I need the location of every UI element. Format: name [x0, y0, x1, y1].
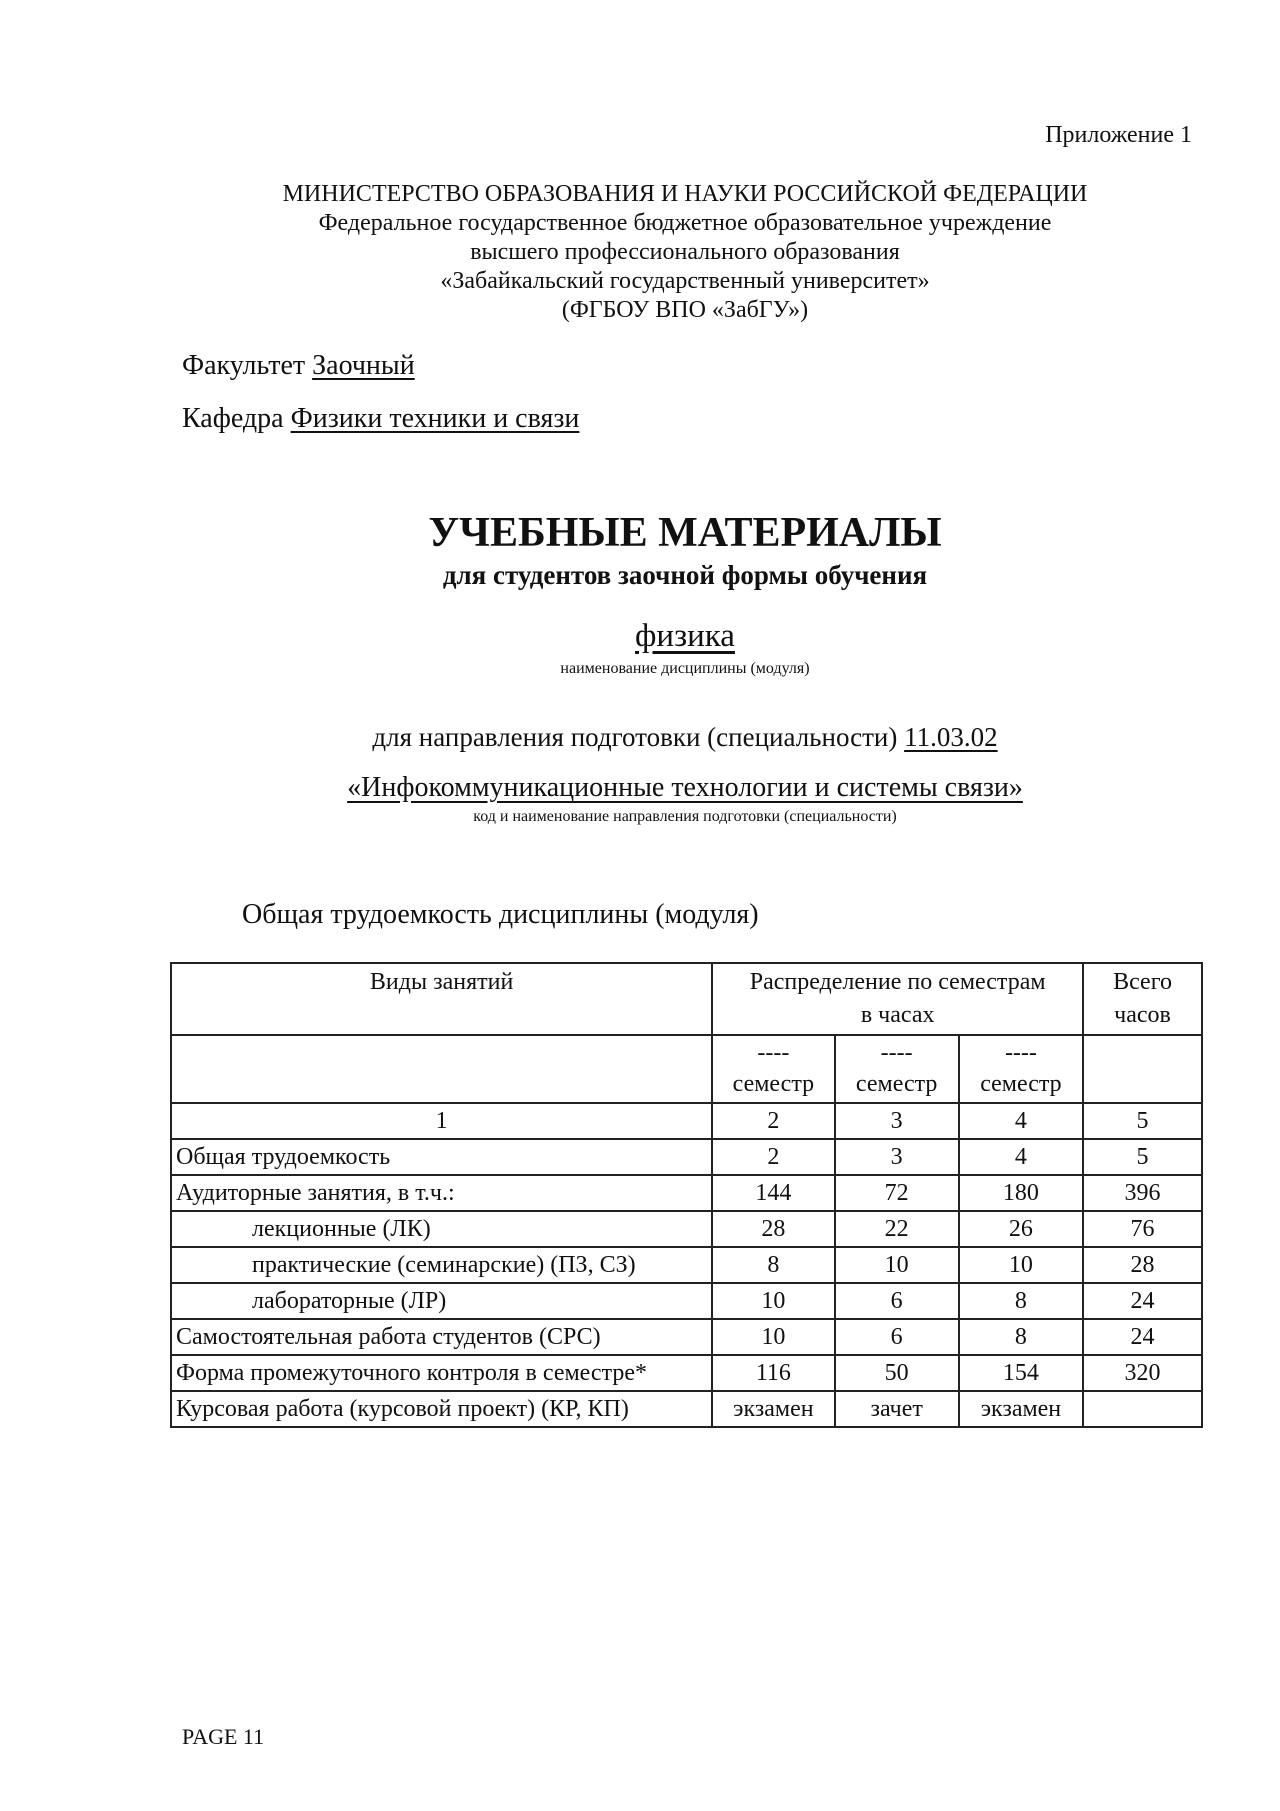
chair-value: Физики техники и связи [290, 403, 580, 434]
table-row [171, 1319, 1202, 1355]
direction-name-line [55, 772, 1280, 804]
numbering-row [171, 1103, 1202, 1139]
row-value: зачет [835, 1391, 959, 1427]
header-total-line: часов [1114, 1002, 1171, 1028]
row-value [1083, 1391, 1202, 1427]
faculty-value: Заочный [312, 350, 415, 381]
row-value: 396 [1083, 1175, 1202, 1211]
semester-cell [835, 1035, 959, 1103]
row-value: 28 [1083, 1247, 1202, 1283]
row-value: 76 [1083, 1211, 1202, 1247]
numbering-cell: 2 [712, 1103, 834, 1139]
semester-dashes: ---- [1004, 1040, 1037, 1066]
row-value: 10 [959, 1247, 1083, 1283]
chair-label: Кафедра [182, 403, 284, 434]
semester-label: семестр [980, 1071, 1062, 1097]
document-title: УЧЕБНЫЕ МАТЕРИАЛЫ [428, 510, 942, 556]
table-header-row [171, 963, 1202, 1035]
row-value: 24 [1083, 1319, 1202, 1355]
row-name: Самостоятельная работа студентов (СРС) [171, 1319, 712, 1355]
header-distribution-line: Распределение по семестрам [749, 969, 1046, 995]
row-value: 22 [835, 1211, 959, 1247]
header-total [1083, 963, 1202, 1035]
row-value: 180 [959, 1175, 1083, 1211]
semester-header-row [171, 1035, 1202, 1103]
row-value: 72 [835, 1175, 959, 1211]
table-row [171, 1283, 1202, 1319]
row-value: 2 [712, 1139, 834, 1175]
row-value: 4 [959, 1139, 1083, 1175]
faculty-line [182, 350, 415, 382]
row-name: лабораторные (ЛР) [171, 1283, 712, 1319]
numbering-cell: 3 [835, 1103, 959, 1139]
row-value: 5 [1083, 1139, 1202, 1175]
university-name: «Забайкальский государственный университет» [440, 268, 930, 294]
empty-cell [1083, 1035, 1202, 1103]
row-value: 8 [959, 1319, 1083, 1355]
row-value: 50 [835, 1355, 959, 1391]
row-name: Курсовая работа (курсовой проект) (КР, КП) [171, 1391, 712, 1427]
row-value: 24 [1083, 1283, 1202, 1319]
semester-cell [712, 1035, 834, 1103]
header-distribution [712, 963, 1083, 1035]
row-name: лекционные (ЛК) [171, 1211, 712, 1247]
row-value: 6 [835, 1283, 959, 1319]
row-value: экзамен [712, 1391, 834, 1427]
page-number: PAGE 11 [182, 1724, 265, 1749]
header-total-line: Всего [1113, 969, 1172, 995]
table-row [171, 1247, 1202, 1283]
table-row [171, 1211, 1202, 1247]
row-value: 3 [835, 1139, 959, 1175]
semester-dashes: ---- [880, 1040, 913, 1066]
row-value: 144 [712, 1175, 834, 1211]
table-row [171, 1355, 1202, 1391]
header-types: Виды занятий [171, 963, 712, 1035]
row-value: 28 [712, 1211, 834, 1247]
institution-line: высшего профессионального образования [470, 239, 900, 265]
numbering-cell: 4 [959, 1103, 1083, 1139]
university-abbreviation: (ФГБОУ ВПО «ЗабГУ») [561, 297, 809, 323]
semester-dashes: ---- [757, 1040, 790, 1066]
row-value: 10 [835, 1247, 959, 1283]
direction-name: «Инфокоммуникационные технологии и системы связи» [347, 772, 1023, 803]
semester-label: семестр [855, 1071, 938, 1097]
institution-header [0, 180, 1280, 325]
row-value: экзамен [959, 1391, 1083, 1427]
row-value: 8 [959, 1283, 1083, 1319]
table-row [171, 1391, 1202, 1427]
numbering-cell: 1 [171, 1103, 712, 1139]
table-row [171, 1175, 1202, 1211]
row-value: 154 [959, 1355, 1083, 1391]
header-distribution-line: в часах [860, 1002, 935, 1028]
direction-caption: код и наименование направления подготовки (специальности) [473, 808, 897, 825]
row-name: Форма промежуточного контроля в семестре* [171, 1355, 712, 1391]
chair-line [182, 403, 579, 435]
row-value: 8 [712, 1247, 834, 1283]
ministry-line: МИНИСТЕРСТВО ОБРАЗОВАНИЯ И НАУКИ РОССИЙСКОЙ ФЕДЕРАЦИИ [282, 181, 1088, 207]
table-row [171, 1139, 1202, 1175]
document-subtitle: для студентов заочной формы обучения [442, 560, 928, 590]
row-value: 26 [959, 1211, 1083, 1247]
row-value: 116 [712, 1355, 834, 1391]
row-name: Общая трудоемкость [171, 1139, 712, 1175]
row-name: Аудиторные занятия, в т.ч.: [171, 1175, 712, 1211]
empty-cell [171, 1035, 712, 1103]
faculty-label: Факультет [182, 350, 306, 381]
workload-table [170, 962, 1203, 1428]
discipline-caption: наименование дисциплины (модуля) [560, 660, 810, 677]
row-name: практические (семинарские) (ПЗ, СЗ) [171, 1247, 712, 1283]
row-value: 320 [1083, 1355, 1202, 1391]
row-value: 6 [835, 1319, 959, 1355]
semester-cell [959, 1035, 1083, 1103]
direction-line [55, 722, 1280, 753]
numbering-cell: 5 [1083, 1103, 1202, 1139]
semester-label: семестр [732, 1071, 815, 1097]
row-value: 10 [712, 1319, 834, 1355]
row-value: 10 [712, 1283, 834, 1319]
institution-line: Федеральное государственное бюджетное образовательное учреждение [318, 210, 1052, 236]
direction-code: 11.03.02 [904, 722, 998, 752]
appendix-label: Приложение 1 [1045, 122, 1192, 148]
direction-label: для направления подготовки (специальности) [372, 722, 898, 752]
workload-heading: Общая трудоемкость дисциплины (модуля) [242, 899, 759, 930]
discipline-name: физика [635, 618, 735, 654]
